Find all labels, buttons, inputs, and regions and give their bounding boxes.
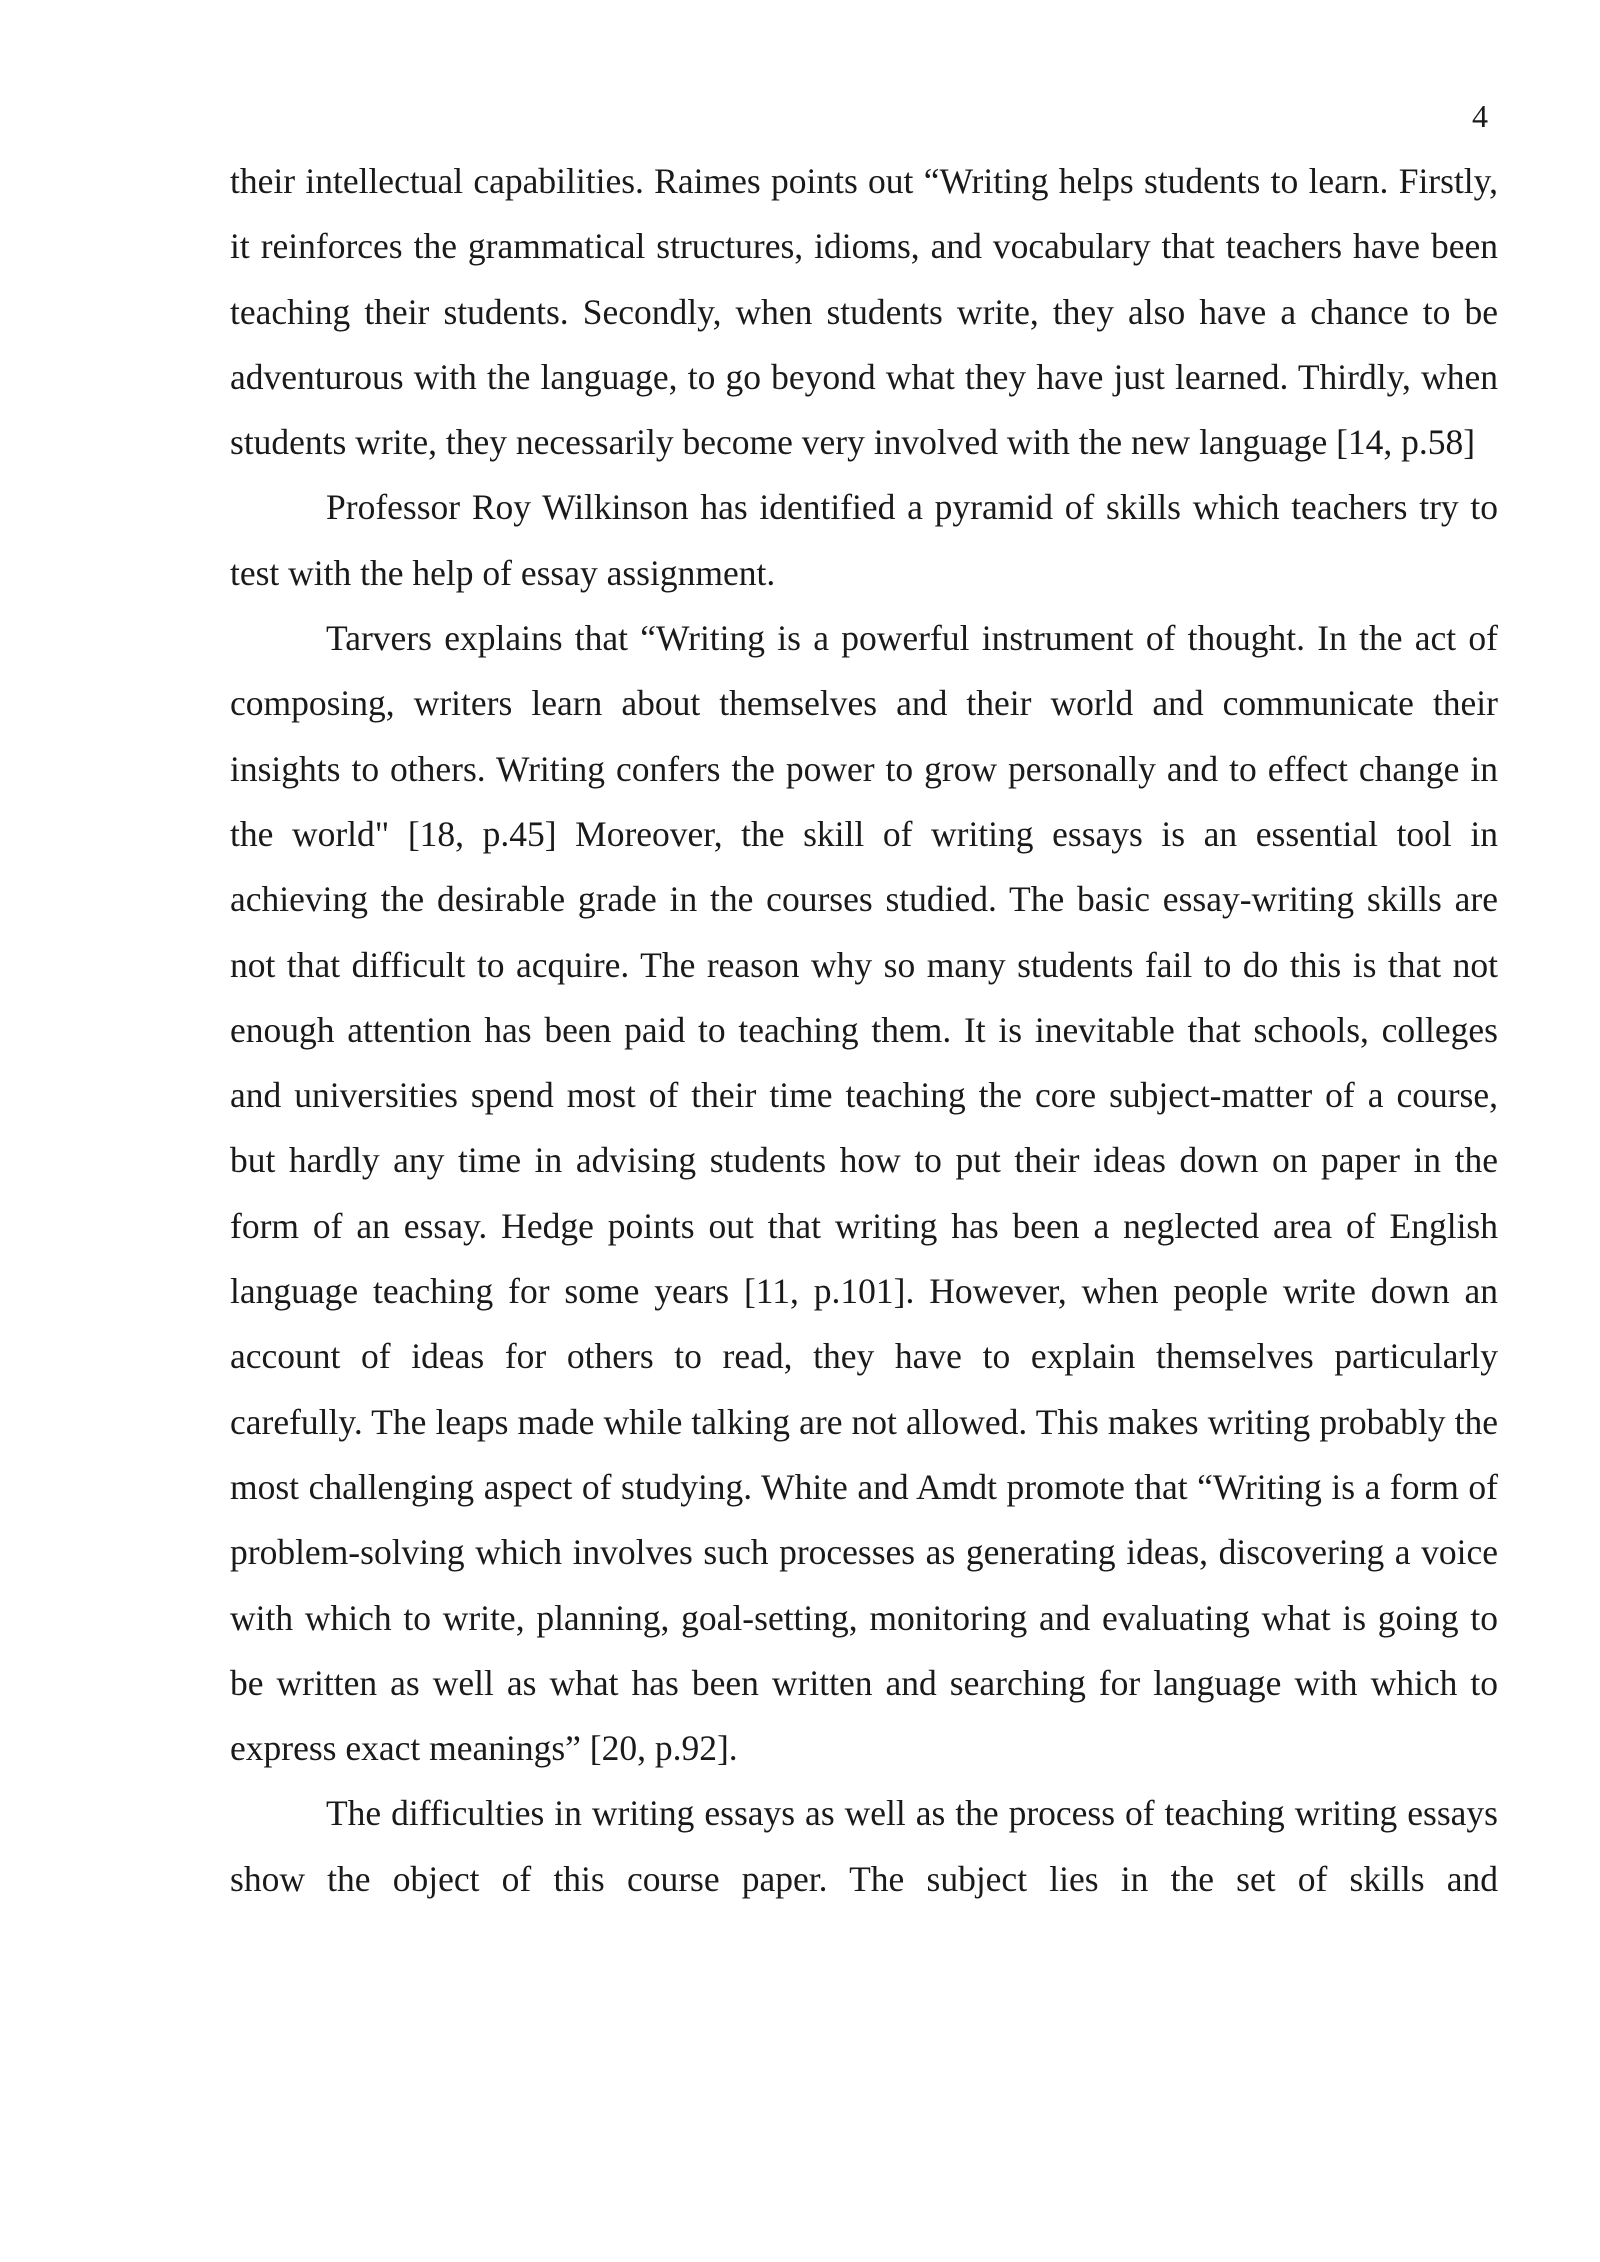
paragraph-raimes: their intellectual capabilities. Raimes points out “Writing helps students to learn. Firstly, it reinforces the grammatical structures, idioms, and vocabulary that teachers have been teaching their students. Secondly, when students write, they also have a chance to be adventurous with the language, to go beyond what they have just learned. Thirdly, when students write, they necessarily become very involved with the new language [14, p.58] [230,161,1498,463]
document-body [230,149,1498,1912]
page-number: 4 [1472,98,1488,134]
paragraph-wilkinson: Professor Roy Wilkinson has identified a pyramid of skills which teachers try to test with the help of essay assignment. [230,487,1498,593]
paragraph-tarvers: Tarvers explains that “Writing is a powerful instrument of thought. In the act of composing, writers learn about themselves and their world and communicate their insights to others. Writing confers the power to grow personally and to effect change in the world" [18, p.45] Moreover, the skill of writing essays is an essential tool in achieving the desirable grade in the courses studied. The basic essay-writing skills are not that difficult to acquire. The reason why so many students fail to do this is that not enough attention has been paid to teaching them. It is inevitable that schools, colleges and universities spend most of their time teaching the core subject-matter of a course, but hardly any time in advising students how to put their ideas down on paper in the form of an essay. Hedge points out that writing has been a neglected area of English language teaching for some years [11, p.101]. However, when people write down an account of ideas for others to read, they have to explain themselves particularly carefully. The leaps made while talking are not allowed. This makes writing probably the most challenging aspect of studying. White and Amdt promote that “Writing is a form of problem-solving which involves such processes as generating ideas, discovering a voice with which to write, planning, goal-setting, monitoring and evaluating what is going to be written as well as what has been written and searching for language with which to express exact meanings” [20, p.92]. [230,618,1498,1769]
paragraph-difficulties: The difficulties in writing essays as well as the process of teaching writing essays show the object of this course paper. The subject lies in the set of skills and [230,1793,1498,1899]
